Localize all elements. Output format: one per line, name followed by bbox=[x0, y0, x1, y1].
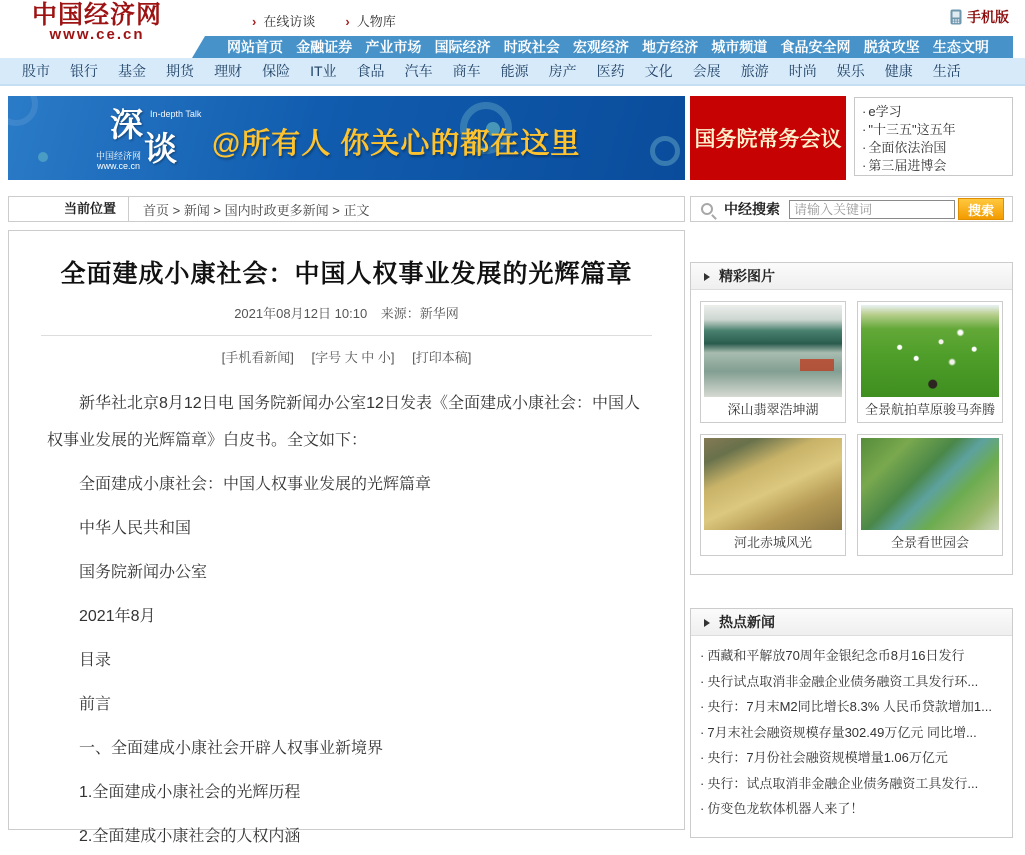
site-logo-title: 中国经济网 bbox=[32, 1, 163, 29]
main-nav-item-poverty[interactable]: 脱贫攻坚 bbox=[863, 39, 920, 55]
sub-nav-item-culture[interactable]: 文化 bbox=[644, 63, 673, 79]
sub-nav-item-auto[interactable]: 汽车 bbox=[404, 63, 433, 79]
photo-card-grassland[interactable] bbox=[857, 301, 1003, 423]
photo-caption: 深山翡翠浩坤湖 bbox=[727, 402, 819, 417]
main-nav-item-finance[interactable]: 金融证券 bbox=[296, 39, 353, 55]
sub-nav-item-realestate[interactable]: 房产 bbox=[548, 63, 577, 79]
main-nav-item-regional[interactable]: 地方经济 bbox=[642, 39, 699, 55]
indepth-talk-banner[interactable] bbox=[8, 96, 685, 180]
logo-char-shen: 深 bbox=[110, 106, 143, 143]
special-topics-box bbox=[854, 97, 1013, 176]
article-paragraph: 新华社北京8月12日电 国务院新闻办公室12日发表《全面建成小康社会：中国人权事业发展的光辉篇章》白皮书。全文如下： bbox=[47, 395, 640, 449]
sub-nav-item-entertainment[interactable]: 娱乐 bbox=[836, 63, 865, 79]
article-panel bbox=[8, 230, 685, 845]
tool-mobile-view[interactable]: [手机看新闻] bbox=[221, 350, 294, 365]
logo-char-tan: 谈 bbox=[144, 130, 177, 167]
article-paragraph: 全面建成小康社会：中国人权事业发展的光辉篇章 bbox=[79, 476, 432, 493]
article-title: 全面建成小康社会：中国人权事业发展的光辉篇章 bbox=[60, 260, 633, 288]
search-input[interactable] bbox=[789, 200, 955, 219]
sub-nav bbox=[0, 58, 1025, 86]
sub-nav-item-bank[interactable]: 银行 bbox=[70, 63, 99, 79]
article-paragraph: 2.全面建成小康社会的人权内涵 bbox=[79, 828, 301, 845]
article-paragraph: 一、全面建成小康社会开辟人权事业新境界 bbox=[79, 740, 384, 757]
site-logo[interactable] bbox=[32, 2, 162, 41]
photo-thumbnail-lake bbox=[704, 305, 842, 397]
hot-news-item[interactable]: · 央行：试点取消非金融企业债务融资工具发行... bbox=[700, 771, 1002, 797]
article-divider bbox=[41, 335, 652, 336]
article-tools bbox=[9, 347, 684, 366]
sub-nav-item-insurance[interactable]: 保险 bbox=[262, 63, 291, 79]
hot-news-item[interactable]: · 央行：7月末M2同比增长8.3% 人民币贷款增加1... bbox=[700, 694, 1002, 720]
banner-decor-circle bbox=[650, 136, 680, 166]
topic-link-rule-of-law[interactable]: · 全面依法治国 bbox=[862, 139, 1012, 157]
hot-news-header bbox=[691, 609, 1012, 636]
article-source: 来源：新华网 bbox=[380, 306, 459, 321]
featured-photos-title: 精彩图片 bbox=[719, 268, 775, 284]
mobile-phone-icon bbox=[950, 9, 962, 25]
photo-card-lake[interactable] bbox=[700, 301, 846, 423]
sub-nav-item-commercial-vehicle[interactable]: 商车 bbox=[452, 63, 481, 79]
photo-thumbnail-expo bbox=[861, 438, 999, 530]
article-paragraph: 国务院新闻办公室 bbox=[79, 564, 208, 581]
banner-slogan: @所有人 你关心的都在这里 bbox=[212, 128, 581, 160]
article-date: 2021年08月12日 10:10 bbox=[234, 306, 368, 321]
mobile-version-label: 手机版 bbox=[967, 9, 1009, 25]
article-paragraph: 中华人民共和国 bbox=[79, 520, 192, 537]
quick-link-people[interactable]: › 人物库 bbox=[345, 11, 395, 30]
search-label: 中经搜索 bbox=[724, 201, 780, 217]
mobile-version-link[interactable] bbox=[950, 7, 1009, 27]
sub-nav-item-health[interactable]: 健康 bbox=[884, 63, 913, 79]
search-button[interactable]: 搜索 bbox=[958, 198, 1004, 220]
main-nav-item-politics[interactable]: 时政社会 bbox=[503, 39, 560, 55]
sub-nav-item-fund[interactable]: 基金 bbox=[118, 63, 147, 79]
hot-news-item[interactable]: · 7月末社会融资规模存量302.49万亿元 同比增... bbox=[700, 720, 1002, 746]
hot-news-item[interactable]: · 央行：7月份社会融资规模增量1.06万亿元 bbox=[700, 745, 1002, 771]
sub-nav-item-futures[interactable]: 期货 bbox=[166, 63, 195, 79]
sub-nav-item-energy[interactable]: 能源 bbox=[500, 63, 529, 79]
topic-link-13th-5yr[interactable]: · "十三五"这五年 bbox=[862, 121, 1012, 139]
photo-card-expo[interactable] bbox=[857, 434, 1003, 556]
logo-site-url: www.ce.cn bbox=[97, 161, 141, 171]
photo-thumbnail-field bbox=[704, 438, 842, 530]
topic-link-import-expo[interactable]: · 第三届进博会 bbox=[862, 157, 1012, 175]
photo-grid bbox=[691, 290, 1012, 567]
sub-nav-item-medicine[interactable]: 医药 bbox=[596, 63, 625, 79]
sub-nav-item-wealth[interactable]: 理财 bbox=[214, 63, 243, 79]
top-bar bbox=[0, 0, 1025, 43]
main-nav-item-food-safety[interactable]: 食品安全网 bbox=[780, 39, 851, 55]
sub-nav-item-travel[interactable]: 旅游 bbox=[740, 63, 769, 79]
tool-print[interactable]: [打印本稿] bbox=[412, 350, 472, 365]
article-paragraph: 目录 bbox=[79, 652, 112, 669]
article-paragraph: 前言 bbox=[79, 696, 112, 713]
logo-site-label bbox=[96, 151, 141, 171]
quick-links bbox=[252, 11, 396, 30]
tool-font-size[interactable]: [字号 大 中 小] bbox=[311, 350, 395, 365]
banner-decor-circle bbox=[8, 96, 38, 126]
search-bar bbox=[690, 196, 1013, 222]
site-logo-url: www.ce.cn bbox=[49, 26, 145, 43]
photo-card-field[interactable] bbox=[700, 434, 846, 556]
sub-nav-item-stocks[interactable]: 股市 bbox=[22, 63, 50, 79]
main-nav-item-home[interactable]: 网站首页 bbox=[227, 39, 283, 55]
photo-caption: 河北赤城风光 bbox=[733, 535, 812, 550]
main-nav-item-ecology[interactable]: 生态文明 bbox=[932, 39, 989, 55]
hot-news-list bbox=[691, 636, 1012, 822]
logo-english-label: In-depth Talk bbox=[150, 109, 202, 119]
article-body bbox=[47, 385, 644, 855]
sub-nav-item-it[interactable]: IT业 bbox=[310, 63, 337, 79]
hot-news-item[interactable]: · 仿变色龙软体机器人来了！ bbox=[700, 796, 1002, 822]
main-nav-item-city[interactable]: 城市频道 bbox=[711, 39, 768, 55]
featured-photos-header bbox=[691, 263, 1012, 290]
hot-news-title: 热点新闻 bbox=[719, 614, 775, 630]
featured-photos-box bbox=[690, 262, 1013, 575]
breadcrumb-label: 当前位置 bbox=[9, 197, 129, 221]
sub-nav-item-expo[interactable]: 会展 bbox=[692, 63, 721, 79]
hot-news-box bbox=[690, 608, 1013, 838]
photo-caption: 全景航拍草原骏马奔腾 bbox=[864, 402, 995, 417]
photo-caption: 全景看世园会 bbox=[890, 535, 969, 550]
indepth-talk-logo bbox=[94, 101, 214, 175]
main-nav-item-macro[interactable]: 宏观经济 bbox=[572, 39, 629, 55]
sub-nav-item-fashion[interactable]: 时尚 bbox=[788, 63, 817, 79]
main-nav-item-international[interactable]: 国际经济 bbox=[434, 39, 491, 55]
quick-link-interview[interactable]: › 在线访谈 bbox=[252, 11, 315, 30]
sub-nav-item-life[interactable]: 生活 bbox=[932, 63, 961, 79]
article-paragraph: 1.全面建成小康社会的光辉历程 bbox=[79, 784, 301, 801]
hot-news-item[interactable]: · 西藏和平解放70周年金银纪念币8月16日发行 bbox=[700, 643, 1002, 669]
breadcrumb bbox=[8, 196, 685, 222]
topic-link-elearning[interactable]: · e学习 bbox=[862, 103, 1012, 121]
article-paragraph: 2021年8月 bbox=[79, 608, 156, 625]
sub-nav-item-food[interactable]: 食品 bbox=[356, 63, 385, 79]
banner-decor-dot bbox=[38, 152, 48, 162]
logo-site-name: 中国经济网 bbox=[96, 151, 142, 161]
photo-thumbnail-grassland bbox=[861, 305, 999, 397]
article-meta bbox=[9, 303, 684, 322]
arrow-right-icon bbox=[704, 273, 710, 281]
state-council-meeting-banner[interactable]: 国务院常务会议 bbox=[690, 96, 846, 180]
arrow-right-icon bbox=[704, 619, 710, 627]
search-icon bbox=[701, 203, 713, 215]
main-nav-item-industry[interactable]: 产业市场 bbox=[365, 39, 422, 55]
main-nav bbox=[205, 36, 1013, 58]
breadcrumb-path[interactable]: 首页 > 新闻 > 国内时政更多新闻 > 正文 bbox=[143, 202, 370, 218]
hot-news-item[interactable]: · 央行试点取消非金融企业债务融资工具发行环... bbox=[700, 669, 1002, 695]
